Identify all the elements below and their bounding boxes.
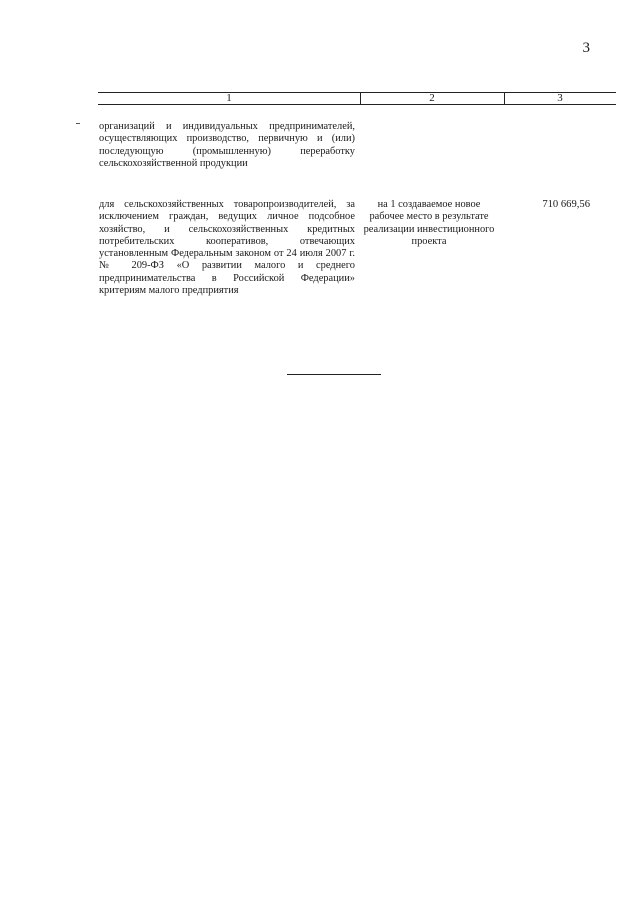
row-2-unit: на 1 создаваемое новое рабочее место в результате реализации инвестиционного проекта (363, 199, 495, 247)
margin-mark (76, 123, 80, 124)
end-of-document-rule (287, 374, 381, 375)
row-2-value: 710 669,56 (542, 199, 590, 210)
row-1-description: организаций и индивидуальных предпринимателей, осуществляющих производство, первичную и (или) последующую (промышленную) переработку сельскохозяйственной продукции (99, 121, 355, 169)
column-header-1: 1 (226, 92, 232, 104)
column-header-2: 2 (429, 92, 435, 104)
row-2-description: для сельскохозяйственных товаропроизводителей, за исключением граждан, ведущих личное подсобное хозяйство, и сельскохозяйственных кредитных потребительских кооперативов, отвечающих установленным Федеральным законом от 24 июля 2007 г. № 209-ФЗ «О развитии малого и среднего предпринимательства в Российской Федерации» критериям малого предприятия (99, 199, 355, 297)
column-header-3: 3 (557, 92, 563, 104)
page-number: 3 (582, 40, 590, 56)
